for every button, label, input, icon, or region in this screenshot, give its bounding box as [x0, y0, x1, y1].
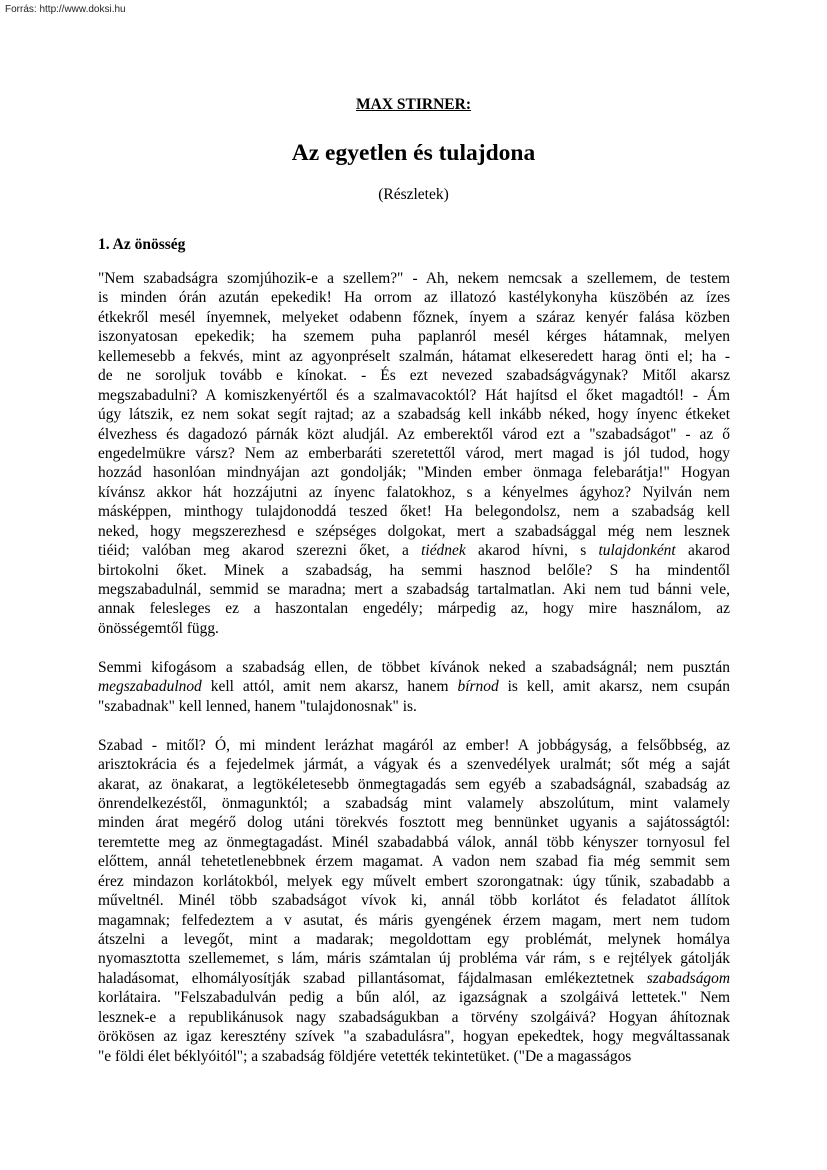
line-text: élvezhess és dagadozó párnák közt aludjál. Az emberektől várod ezt a "szabadságot" - az ő: [98, 425, 730, 443]
line-text: örökösen az igaz keresztény szívek "a szabadulásra", hogyan epekedtek, hogy megváltassanak: [98, 1028, 730, 1046]
line-text: arisztokrácia és a fejedelmek jármát, a vágyak és a szenvedélyek uralmát; sőt még a saját: [98, 756, 730, 774]
line-text: hozzád hasonlóan mindnyájan azt gondolják; "Minden ember önmaga felebarátja!" Hogyan: [98, 464, 730, 482]
line-text: haladásomat, elhomályosítják szabad pillantásomat, fájdalmasan emlékeztetnek: [98, 969, 647, 987]
line-text: lesznek-e a republikánusok nagy szabadságukban a törvény szolgáivá? Hogyan áhítoznak: [98, 1008, 730, 1026]
text-line: [98, 813, 730, 832]
line-text: akarod: [675, 542, 730, 560]
section-heading: 1. Az önösség: [98, 236, 186, 253]
line-text: úgy látszik, ez nem sokat segít rajtad; az a szabadság kell inkább néked, hogy ínyenc étkeket: [98, 406, 730, 424]
emphasis-text: tiédnek: [421, 542, 466, 560]
text-line: [98, 833, 730, 852]
emphasis-text: bírnod: [457, 678, 499, 696]
text-line: [98, 269, 730, 288]
document-subtitle: (Részletek): [378, 186, 449, 203]
text-line: [98, 755, 730, 774]
line-text: birtokolni őket. Minek a szabadság, ha semmi hasznod belőle? S ha mindentől: [98, 561, 730, 579]
text-line: [98, 541, 730, 560]
line-text: önösségemtől függ.: [98, 619, 219, 637]
text-line: [98, 1047, 730, 1066]
line-text: átszelni a levegőt, mint a madarak; megoldottam egy problémát, melynek homálya: [98, 931, 730, 948]
line-text: Szabad - mitől? Ó, mi mindent lerázhat magáról az ember! A jobbágyság, a felsőbbség, az: [98, 736, 730, 754]
text-line: [98, 561, 730, 580]
text-line: [98, 386, 730, 405]
line-text: önrendelkezéstől, önmagunktól; a szabadság mint valamely abszolútum, mint valamely: [98, 794, 730, 812]
line-text: engedelmükre vársz? Nem az emberbaráti szeretettől várod, mert magad is jól tudod, hogy: [98, 444, 730, 462]
source-note: Forrás: http://www.doksi.hu: [5, 4, 126, 15]
text-line: [98, 502, 730, 521]
text-line: [98, 775, 730, 794]
line-text: tiéid; valóban meg akarod szerezni őket, a: [98, 542, 422, 560]
line-text: megszabadulni? A komiszkenyértől és a szalmavacoktól? Hát hajítsd el őket magadtól! - Ám: [98, 386, 730, 404]
text-line: [98, 1008, 730, 1027]
line-text: kívánsz akkor hát hozzájutni az ínyenc falatokhoz, s a kényelmes ágyhoz? Nyilván nem: [98, 483, 730, 501]
line-text: neked, hogy megszerezhesd e szépséges dolgokat, mert a szabadsággal még nem lesznek: [98, 522, 730, 540]
text-line: [98, 288, 730, 307]
text-line: [98, 872, 730, 891]
line-text: kellemesebb a fekvés, mint az agyonpréselt szalmán, hátamat elkeseredett harag önti el; ha -: [98, 347, 730, 365]
line-text: de ne soroljuk tovább e kínokat. - És ezt nevezed szabadságvágynak? Mitől akarsz: [98, 367, 730, 385]
text-line: [98, 327, 730, 346]
text-line: [98, 969, 730, 988]
text-line: [98, 619, 730, 638]
line-text: előttem, annál tehetetlenebbnek érzem magamat. A vadon nem szabad fia még semmit sem: [98, 853, 730, 871]
line-text: magamnak; felfedeztem a v asutat, és máris gyengének érzem magam, mert nem tudom: [98, 911, 730, 929]
text-line: [98, 911, 730, 930]
line-text: minden árat megérő dolog utáni törekvés fosztott meg bennünket ugyanis a sajátosságtól:: [98, 814, 730, 832]
text-line: [98, 1027, 730, 1046]
line-text: akarod hívni, s: [465, 542, 599, 560]
text-line: [98, 677, 730, 696]
author-heading: MAX STIRNER:: [356, 96, 471, 113]
paragraph: [98, 736, 730, 1066]
document-body: [98, 269, 730, 1086]
line-text: is kell, amit akarsz, nem csupán: [498, 678, 730, 696]
line-text: "Nem szabadságra szomjúhozik-e a szellem?" - Ah, nekem nemcsak a szellemem, de testem: [98, 270, 730, 287]
line-text: másképpen, minthogy tulajdonoddá teszed őket! Ha belegondolsz, nem a szabadság kell: [98, 503, 730, 521]
line-text: akarat, az önakarat, a legtökéletesebb önmegtagadás sem egyéb a szabadságnál, szabadság az: [98, 775, 730, 793]
text-line: [98, 483, 730, 502]
paragraph: [98, 658, 730, 716]
line-text: kell attól, amit nem akarsz, hanem: [201, 678, 458, 696]
line-text: iszonyatosan epekedik; ha szemem puha paplanról mesél kérges hátamnak, melyen: [98, 328, 730, 346]
text-line: [98, 444, 730, 463]
text-line: [98, 522, 730, 541]
text-line: [98, 794, 730, 813]
emphasis-text: tulajdonként: [598, 542, 676, 560]
line-text: "e földi élet béklyóitól"; a szabadság földjére vetették tekintetüket. ("De a magasságos: [98, 1047, 632, 1065]
text-line: [98, 425, 730, 444]
text-line: [98, 852, 730, 871]
text-line: [98, 988, 730, 1007]
text-line: [98, 658, 730, 677]
emphasis-text: megszabadulnod: [98, 678, 202, 696]
line-text: műveltnél. Minél több szabadságot vívok ki, annál több korlátot és feladatot állítok: [98, 892, 730, 910]
text-line: [98, 463, 730, 482]
text-line: [98, 949, 730, 968]
line-text: teremtette meg az önmegtagadást. Minél szabadabbá válok, annál több kényszer tornyosul fel: [98, 833, 730, 851]
text-line: [98, 366, 730, 385]
text-line: [98, 308, 730, 327]
paragraph: [98, 269, 730, 638]
text-line: [98, 697, 730, 716]
text-line: [98, 347, 730, 366]
text-line: [98, 930, 730, 949]
line-text: "szabadnak" kell lenned, hanem "tulajdonosnak" is.: [98, 697, 417, 715]
line-text: Semmi kifogásom a szabadság ellen, de többet kívánok neked a szabadságnál; nem pusztán: [98, 658, 730, 676]
text-line: [98, 891, 730, 910]
line-text: annak felesleges ez a haszontalan engedély; márpedig az, hogy mire használom, az: [98, 600, 730, 618]
emphasis-text: szabadságom: [646, 969, 730, 987]
text-line: [98, 599, 730, 618]
line-text: is minden órán azután epekedik! Ha orrom az illatozó kastélykonyha küszöbén az ízes: [98, 289, 730, 307]
line-text: étkekről mesél ínyemnek, melyeket odabenn főznek, ínyem a száraz kenyér falása közben: [98, 308, 730, 326]
line-text: nyomasztotta szellememet, s lám, máris számtalan új probléma vár rám, s e rejtélyek gátolják: [98, 950, 730, 968]
text-line: [98, 736, 730, 755]
text-line: [98, 405, 730, 424]
text-line: [98, 580, 730, 599]
document-title: Az egyetlen és tulajdona: [291, 140, 536, 166]
line-text: megszabadulnál, semmid se maradna; mert a szabadság tartalmatlan. Aki nem tud bánni vele,: [98, 581, 730, 598]
line-text: korlátaira. "Felszabadulván pedig a bűn alól, az igazságnak a szolgáivá lettetek." Nem: [98, 989, 730, 1007]
line-text: érez mindazon korlátokból, melyek egy művelt embert szorongatnak: úgy tűnik, szabadabb a: [98, 872, 730, 890]
